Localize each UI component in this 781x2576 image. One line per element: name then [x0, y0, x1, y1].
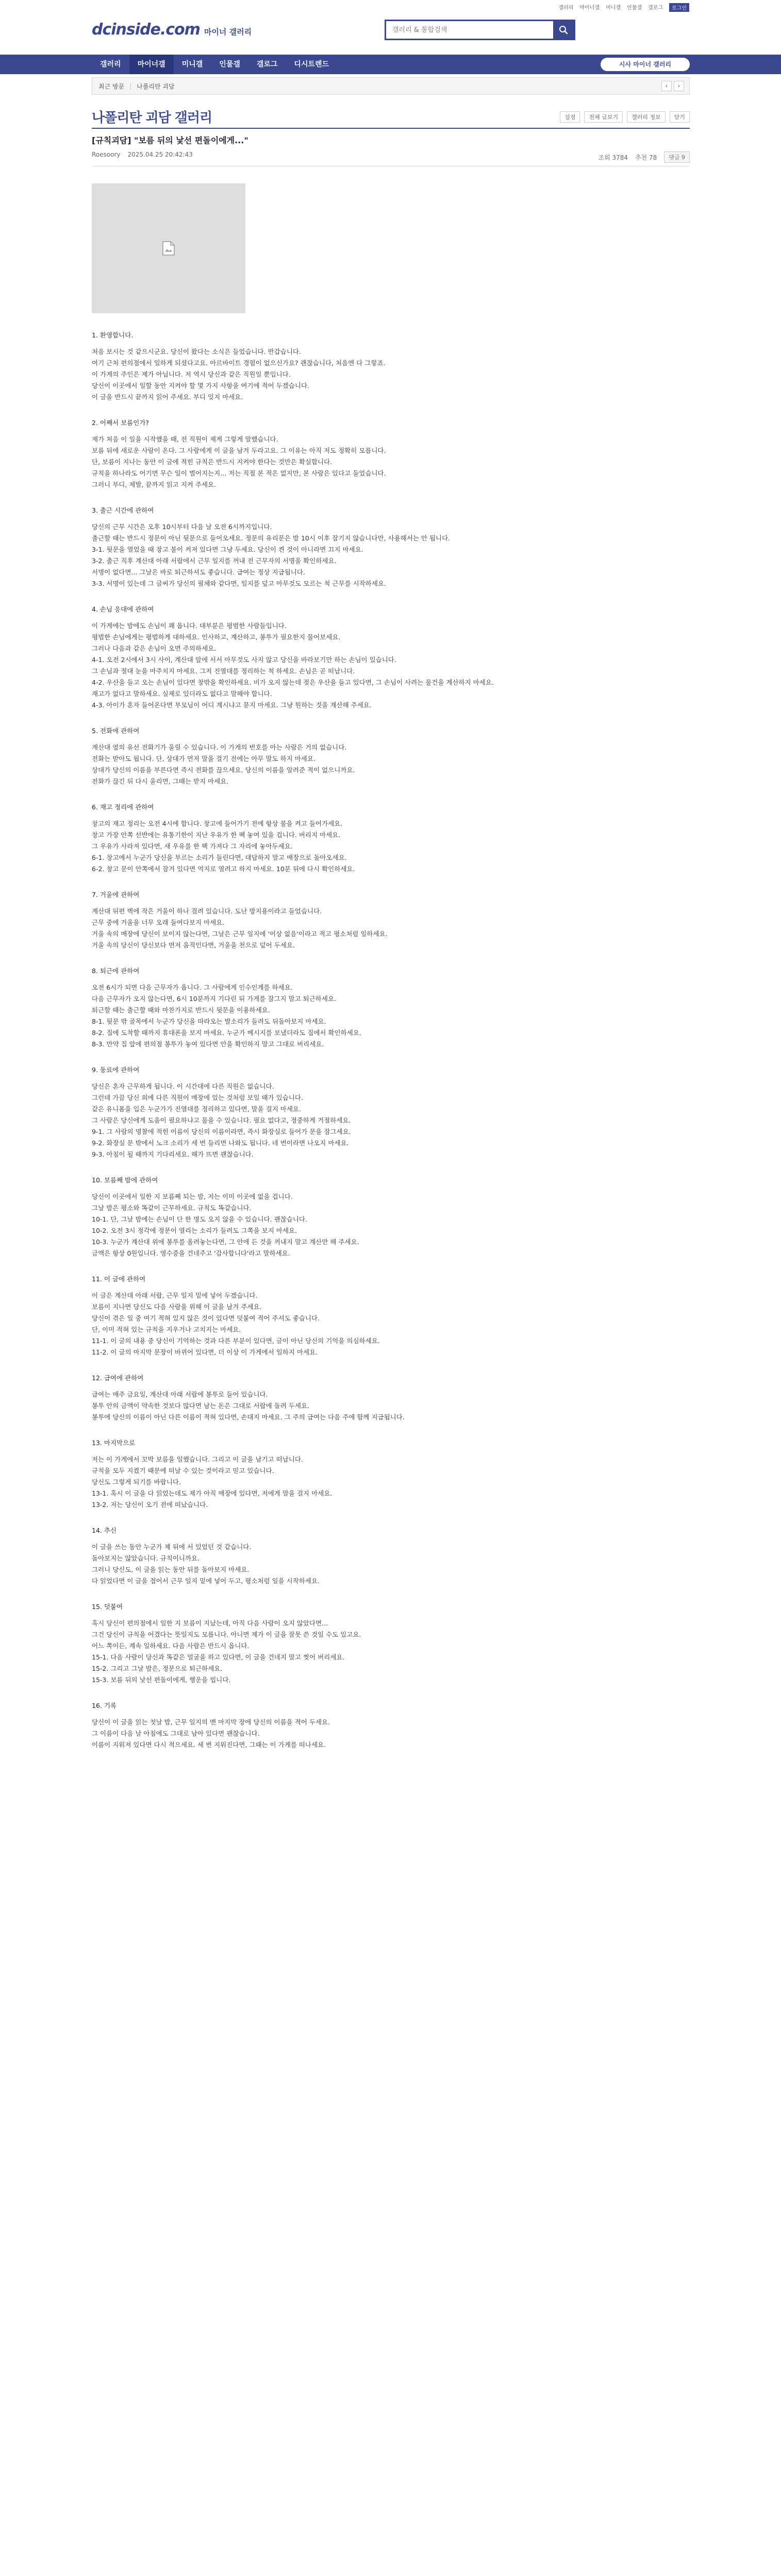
body-line: 다음 근무자가 오지 않는다면, 6시 10분까지 기다린 뒤 가게를 잠그지 말고 퇴근하세요.: [92, 995, 336, 1003]
section-gap: [92, 490, 690, 505]
body-line: 9-2. 화장실 문 밖에서 노크 소리가 세 번 들리면 나와도 됩니다. 네 번이라면 나오지 마세요.: [92, 1139, 349, 1147]
body-line: 4-2. 우산을 들고 오는 손님이 있다면 창밖을 확인하세요. 비가 오지 않는데 젖은 우산을 들고 있다면, 그 손님이 사려는 물건을 계산하지 마세요.: [92, 679, 494, 686]
section-heading: 1. 환영합니다.: [92, 331, 134, 339]
body-line: 어느 쪽이든, 계속 일하세요. 다음 사람은 반드시 옵니다.: [92, 1642, 250, 1650]
body-line: 근무 중에 거울을 너무 오래 들여다보지 마세요.: [92, 919, 225, 926]
body-line: 6-2. 창고 문이 안쪽에서 잠겨 있다면 억지로 열려고 하지 마세요. 10분 뒤에 다시 확인하세요.: [92, 865, 355, 873]
body-line: 8-2. 집에 도착할 때까지 휴대폰을 보지 마세요. 누군가 메시지를 보냈더라도 집에서 확인하세요.: [92, 1029, 361, 1037]
site-header: [92, 15, 690, 46]
post-image: [92, 183, 245, 313]
body-line: 급여는 매주 금요일, 계산대 아래 서랍에 봉투로 들어 있습니다.: [92, 1391, 268, 1398]
body-line: 오전 6시가 되면 다음 근무자가 옵니다. 그 사람에게 인수인계를 하세요.: [92, 984, 293, 991]
body-line: 10-2. 오전 3시 정각에 정문이 열리는 소리가 들려도 그쪽을 보지 마세요.: [92, 1227, 297, 1234]
body-line: 15-1. 다음 사람이 당신과 똑같은 얼굴을 하고 있다면, 이 글을 건네지 말고 찢어 버리세요.: [92, 1653, 345, 1661]
gnb-item[interactable]: 디시트렌드: [294, 60, 329, 69]
body-line: 서명이 없다면... 그날은 바로 퇴근하셔도 좋습니다. 급여는 정상 지급됩니다.: [92, 568, 305, 576]
body-line: 혹시 당신이 편의점에서 일한 지 보름이 지났는데, 아직 다음 사람이 오지 않았다면...: [92, 1619, 328, 1627]
body-line: 당신이 이 글을 읽는 첫날 밤, 근무 일지의 맨 마지막 장에 당신의 이름을 적어 두세요.: [92, 1718, 330, 1726]
body-line: 단, 보름이 지나는 동안 이 글에 적힌 규칙은 반드시 지켜야 한다는 것만은 확실합니다.: [92, 458, 333, 466]
gnb-item[interactable]: 인물갤: [219, 60, 240, 69]
section-heading: 16. 기록: [92, 1702, 117, 1709]
body-line: 15-2. 그리고 그날 밤은, 정문으로 퇴근하세요.: [92, 1665, 223, 1672]
body-line: 13-1. 혹시 이 글을 다 읽었는데도 제가 아직 매장에 있다면, 저에게 말을 걸지 마세요.: [92, 1489, 333, 1497]
body-line: 계산대 옆의 유선 전화기가 울릴 수 있습니다. 이 가게의 번호를 아는 사람은 거의 없습니다.: [92, 743, 347, 751]
post-header: [92, 134, 690, 161]
section-heading: 14. 추신: [92, 1527, 117, 1534]
body-line: 그 이름이 다음 날 아침에도 그대로 남아 있다면 괜찮습니다.: [92, 1730, 260, 1737]
section-heading: 4. 손님 응대에 관하여: [92, 605, 154, 613]
body-line: 3-1. 뒷문을 열었을 때 창고 불이 켜져 있다면 그냥 두세요. 당신이 켠 것이 아니라면 끄지 마세요.: [92, 546, 363, 553]
body-line: 11-1. 이 글의 내용 중 당신이 기억하는 것과 다른 부분이 있다면, 글이 아닌 당신의 기억을 의심하세요.: [92, 1337, 380, 1345]
search-button[interactable]: [553, 21, 574, 39]
body-line: 단, 이미 적혀 있는 규칙을 지우거나 고치지는 마세요.: [92, 1326, 241, 1333]
body-line: 여기 근처 편의점에서 일하게 되셨다고요. 아르바이트 경험이 없으신가요? 괜찮습니다, 처음엔 다 그렇죠.: [92, 359, 386, 367]
body-line: 10-1. 단, 그날 밤에는 손님이 단 한 명도 오지 않을 수 있습니다. 괜찮습니다.: [92, 1215, 307, 1223]
body-line: 그 사람은 당신에게 도움이 필요하냐고 물을 수 있습니다. 필요 없다고, 정중하게 거절하세요.: [92, 1116, 351, 1124]
section-gap: [92, 1259, 690, 1274]
gallery-option[interactable]: 설정: [560, 111, 580, 123]
post-body: [92, 330, 690, 1765]
body-line: 당신이 이곳에서 일할 동안 지켜야 할 몇 가지 사항을 여기에 적어 두겠습니다.: [92, 382, 310, 389]
broken-image-icon: [162, 241, 175, 256]
prev-icon[interactable]: ‹: [661, 81, 672, 91]
body-line: 이 가게에는 밤에도 손님이 꽤 옵니다. 대부분은 평범한 사람들입니다.: [92, 622, 287, 630]
util-link[interactable]: 미니갤: [606, 5, 621, 11]
section-gap: [92, 1050, 690, 1064]
body-line: 13-2. 저는 당신이 오기 전에 떠났습니다.: [92, 1501, 208, 1509]
gnb-right-button[interactable]: 시사 마이너 갤러리: [601, 58, 690, 71]
gallery-options: [560, 111, 690, 123]
recent-visit-bar: [92, 77, 690, 95]
body-line: 처음 보시는 것 같으시군요. 당신이 왔다는 소식은 들었습니다. 반갑습니다.: [92, 348, 301, 355]
body-line: 저는 이 가게에서 꼬박 보름을 일했습니다. 그리고 이 글을 남기고 떠납니다.: [92, 1455, 303, 1463]
body-line: 그러니 부디, 제발, 끝까지 읽고 지켜 주세요.: [92, 481, 217, 488]
section-gap: [92, 1511, 690, 1525]
body-line: 퇴근할 때는 출근할 때와 마찬가지로 반드시 뒷문을 이용하세요.: [92, 1006, 270, 1014]
body-line: 창고 가장 안쪽 선반에는 유통기한이 지난 우유가 한 팩 놓여 있을 겁니다. 버리지 마세요.: [92, 831, 341, 839]
body-line: 금액은 항상 0원입니다. 영수증을 건네주고 '감사합니다'라고 말하세요.: [92, 1249, 290, 1257]
body-line: 그런데 가끔 당신 외에 다른 직원이 매장에 있는 것처럼 보일 때가 있습니다.: [92, 1094, 303, 1101]
post-author[interactable]: Roesoory: [92, 151, 121, 158]
recent-visit-controls: [661, 81, 684, 91]
body-line: 상대가 당신의 이름을 부른다면 즉시 전화를 끊으세요. 당신의 이름을 알려준 적이 없으니까요.: [92, 766, 355, 774]
body-line: 3-3. 서명이 있는데 그 글씨가 당신의 필체와 같다면, 일지를 덮고 아무것도 모르는 척 근무를 시작하세요.: [92, 580, 386, 587]
recent-visit-label: 최근 방문: [98, 82, 125, 90]
post-comments[interactable]: 댓글 9: [664, 151, 690, 163]
body-line: 출근할 때는 반드시 정문이 아닌 뒷문으로 들어오세요. 정문의 유리문은 밤 10시 이후 잠기지 않습니다만, 사용해서는 안 됩니다.: [92, 534, 451, 542]
body-line: 이 가게의 주인은 제가 아닙니다. 저 역시 당신과 같은 직원일 뿐입니다.: [92, 370, 291, 378]
search-input[interactable]: [386, 21, 553, 39]
section-heading: 8. 퇴근에 관하여: [92, 967, 140, 975]
body-line: 4-3. 아이가 혼자 들어온다면 부모님이 어디 계시냐고 묻지 마세요. 그냥 원하는 것을 계산해 주세요.: [92, 701, 372, 709]
gallery-option[interactable]: 닫기: [670, 111, 690, 123]
section-heading: 12. 급여에 관하여: [92, 1374, 144, 1382]
body-line: 당신은 혼자 근무하게 됩니다. 이 시간대에 다른 직원은 없습니다.: [92, 1082, 274, 1090]
body-line: 이 글을 쓰는 동안 누군가 제 뒤에 서 있었던 것 같습니다.: [92, 1543, 252, 1551]
section-heading: 2. 어째서 보름인가?: [92, 419, 149, 427]
section-gap: [92, 875, 690, 889]
section-heading: 11. 이 글에 관하여: [92, 1275, 146, 1283]
body-line: 보름 뒤에 새로운 사람이 온다. 그 사람에게 이 글을 남겨 두라고요. 그 이유는 아직 저도 정확히 모릅니다.: [92, 447, 386, 454]
post-stats: [598, 151, 690, 163]
search-icon: [559, 25, 568, 35]
body-line: 그러나 다음과 같은 손님이 오면 주의하세요.: [92, 645, 217, 652]
util-link[interactable]: 마이너갤: [579, 5, 600, 11]
section-gap: [92, 1587, 690, 1601]
section-gap: [92, 1751, 690, 1765]
top-util-links: [558, 3, 689, 12]
next-icon[interactable]: ›: [674, 81, 684, 91]
search-box: [385, 20, 575, 40]
section-gap: [92, 951, 690, 965]
body-line: 평범한 손님에게는 평범하게 대하세요. 인사하고, 계산하고, 봉투가 필요한지 물어보세요.: [92, 633, 341, 641]
body-line: 그건 당신이 규칙을 어겼다는 뜻일지도 모릅니다. 아니면 제가 이 글을 잘못 쓴 것일 수도 있고요.: [92, 1631, 361, 1638]
body-line: 당신이 겪은 일 중 여기 적혀 있지 않은 것이 있다면 덧붙여 적어 주셔도 좋습니다.: [92, 1314, 320, 1322]
section-heading: 13. 마지막으로: [92, 1439, 136, 1447]
body-line: 전화가 끊긴 뒤 다시 울리면, 그때는 받지 마세요.: [92, 777, 229, 785]
section-gap: [92, 1358, 690, 1372]
util-link[interactable]: 갤러리: [558, 5, 574, 11]
section-heading: 3. 출근 시간에 관하여: [92, 506, 154, 514]
util-link[interactable]: 로그인: [669, 3, 689, 12]
global-nav: [0, 55, 781, 74]
section-heading: 7. 거울에 관하여: [92, 891, 140, 899]
section-heading: 5. 전화에 관하여: [92, 727, 140, 735]
post-recs: 추천 78: [635, 154, 657, 161]
body-line: 그 우유가 사라져 있다면, 새 우유를 한 팩 가져다 그 자리에 놓아두세요.: [92, 842, 293, 850]
body-line: 전화는 받아도 됩니다. 단, 상대가 먼저 말을 걸기 전에는 아무 말도 하지 마세요.: [92, 755, 315, 762]
body-line: 9-1. 그 사람의 명찰에 적힌 이름이 당신의 이름이라면, 즉시 화장실로 들어가 문을 잠그세요.: [92, 1128, 351, 1136]
section-gap: [92, 1160, 690, 1175]
body-line: 이 글을 반드시 끝까지 읽어 주세요. 부디 잊지 마세요.: [92, 393, 243, 401]
gallery-title-bar: [92, 103, 690, 129]
body-line: 그날 밤은 평소와 똑같이 근무하세요. 규칙도 똑같습니다.: [92, 1204, 252, 1212]
body-line: 4-1. 오전 2시에서 3시 사이, 계산대 앞에 서서 아무것도 사지 않고 당신을 바라보기만 하는 손님이 있습니다.: [92, 656, 396, 664]
separator: |: [129, 82, 132, 90]
body-line: 그러니 당신도, 이 글을 읽는 동안 뒤를 돌아보지 마세요.: [92, 1566, 250, 1573]
section-heading: 15. 덧붙여: [92, 1603, 123, 1611]
section-gap: [92, 711, 690, 725]
gnb-item[interactable]: 미니갤: [181, 60, 203, 69]
body-line: 보름이 지나면 당신도 다음 사람을 위해 이 글을 남겨 주세요.: [92, 1303, 262, 1311]
body-line: 거울 속의 매장에 당신이 보이지 않는다면, 그날은 근무 일지에 '이상 없음'이라고 적고 평소처럼 일하세요.: [92, 930, 388, 938]
body-line: 같은 유니폼을 입은 누군가가 진열대를 정리하고 있다면, 말을 걸지 마세요.: [92, 1105, 301, 1113]
body-line: 그 손님과 절대 눈을 마주치지 마세요. 그저 진열대를 정리하는 척 하세요. 손님은 곧 떠납니다.: [92, 667, 355, 675]
section-gap: [92, 787, 690, 802]
body-line: 이 글은 계산대 아래 서랍, 근무 일지 밑에 넣어 두겠습니다.: [92, 1292, 258, 1299]
section-heading: 6. 재고 정리에 관하여: [92, 803, 154, 811]
logo-sub[interactable]: 마이너 갤러리: [204, 27, 252, 37]
gnb-item[interactable]: 갤러리: [100, 60, 121, 69]
post-title: [규칙괴담] "보름 뒤의 낯선 편돌이에게...": [92, 135, 248, 145]
util-link[interactable]: 갤로그: [648, 5, 663, 11]
section-gap: [92, 589, 690, 604]
body-line: 6-1. 창고에서 누군가 당신을 부르는 소리가 들린다면, 대답하지 말고 매장으로 돌아오세요.: [92, 854, 347, 861]
body-line: 8-1. 뒷문 밖 골목에서 누군가 당신을 따라오는 발소리가 들려도 뒤돌아보지 마세요.: [92, 1018, 326, 1025]
util-link[interactable]: 인물갤: [627, 5, 642, 11]
gallery-option[interactable]: 갤러리 정보: [627, 111, 666, 123]
recent-visit-item[interactable]: 나폴리탄 괴담: [137, 82, 175, 90]
body-line: 돌아보지는 않았습니다. 규칙이니까요.: [92, 1554, 200, 1562]
body-line: 규칙을 모두 지켰기 때문에 떠날 수 있는 것이라고 믿고 있습니다.: [92, 1467, 274, 1475]
body-line: 9-3. 아침이 될 때까지 기다리세요. 해가 뜨면 괜찮습니다.: [92, 1150, 254, 1158]
section-gap: [92, 1686, 690, 1700]
body-line: 이름이 지워져 있다면 다시 적으세요. 세 번 지워진다면, 그때는 이 가게를 떠나세요.: [92, 1741, 326, 1749]
section-heading: 9. 동료에 관하여: [92, 1066, 140, 1074]
gallery-title[interactable]: 나폴리탄 괴담 갤러리: [92, 110, 212, 126]
section-gap: [92, 1423, 690, 1437]
body-line: 봉투에 당신의 이름이 아닌 다른 이름이 적혀 있다면, 손대지 마세요. 그 주의 급여는 다음 주에 함께 지급됩니다.: [92, 1413, 405, 1421]
body-line: 당신도 그렇게 되기를 바랍니다.: [92, 1478, 181, 1486]
body-line: 3-2. 출근 직후 계산대 아래 서랍에서 근무 일지를 꺼내 전 근무자의 서명을 확인하세요.: [92, 557, 337, 565]
body-line: 봉투 안의 금액이 약속한 것보다 많다면 남는 돈은 그대로 서랍에 돌려 두세요.: [92, 1402, 310, 1410]
body-line: 계산대 뒤편 벽에 작은 거울이 하나 걸려 있습니다. 도난 방지용이라고 들었습니다.: [92, 907, 322, 915]
gnb-item[interactable]: 마이너갤: [129, 55, 174, 74]
body-line: 다 읽었다면 이 글을 접어서 근무 일지 밑에 넣어 두고, 평소처럼 일을 시작하세요.: [92, 1577, 320, 1585]
logo-brand[interactable]: dcinside.com: [92, 21, 200, 39]
body-line: 재고가 없다고 말하세요. 실제로 있더라도 없다고 말해야 합니다.: [92, 690, 272, 698]
body-line: 제가 처음 이 일을 시작했을 때, 전 직원이 제게 그렇게 말했습니다.: [92, 435, 278, 443]
gnb-item[interactable]: 갤로그: [256, 60, 278, 69]
body-line: 11-2. 이 글의 마지막 문장이 바뀌어 있다면, 더 이상 이 가게에서 일하지 마세요.: [92, 1348, 318, 1356]
body-line: 8-3. 만약 집 앞에 편의점 봉투가 놓여 있다면 안을 확인하지 말고 그대로 버리세요.: [92, 1040, 324, 1048]
site-logo[interactable]: [92, 21, 252, 39]
body-line: 거울 속의 당신이 당신보다 먼저 움직인다면, 거울을 천으로 덮어 두세요.: [92, 941, 295, 949]
post-date: 2025.04.25 20:42:43: [127, 151, 193, 158]
section-heading: 10. 보름째 밤에 관하여: [92, 1176, 158, 1184]
body-line: 규칙을 하나라도 어기면 무슨 일이 벌어지는지... 저는 직접 본 적은 없지만, 본 사람은 있다고 들었습니다.: [92, 469, 386, 477]
gallery-option[interactable]: 전체 글보기: [584, 111, 623, 123]
body-line: 10-3. 누군가 계산대 위에 봉투를 올려놓는다면, 그 안에 든 것을 꺼내지 말고 계산만 해 주세요.: [92, 1238, 359, 1246]
post-views: 조회 3784: [598, 154, 628, 161]
body-line: 당신이 이곳에서 일한 지 보름째 되는 밤, 저는 이미 이곳에 없을 겁니다.: [92, 1193, 293, 1200]
body-line: 15-3. 보름 뒤의 낯선 편돌이에게, 행운을 빕니다.: [92, 1676, 231, 1684]
section-gap: [92, 403, 690, 417]
body-line: 당신의 근무 시간은 오후 10시부터 다음 날 오전 6시까지입니다.: [92, 523, 272, 531]
body-line: 창고의 재고 정리는 오전 4시에 합니다. 창고에 들어가기 전에 항상 불을 켜고 들어가세요.: [92, 820, 343, 827]
